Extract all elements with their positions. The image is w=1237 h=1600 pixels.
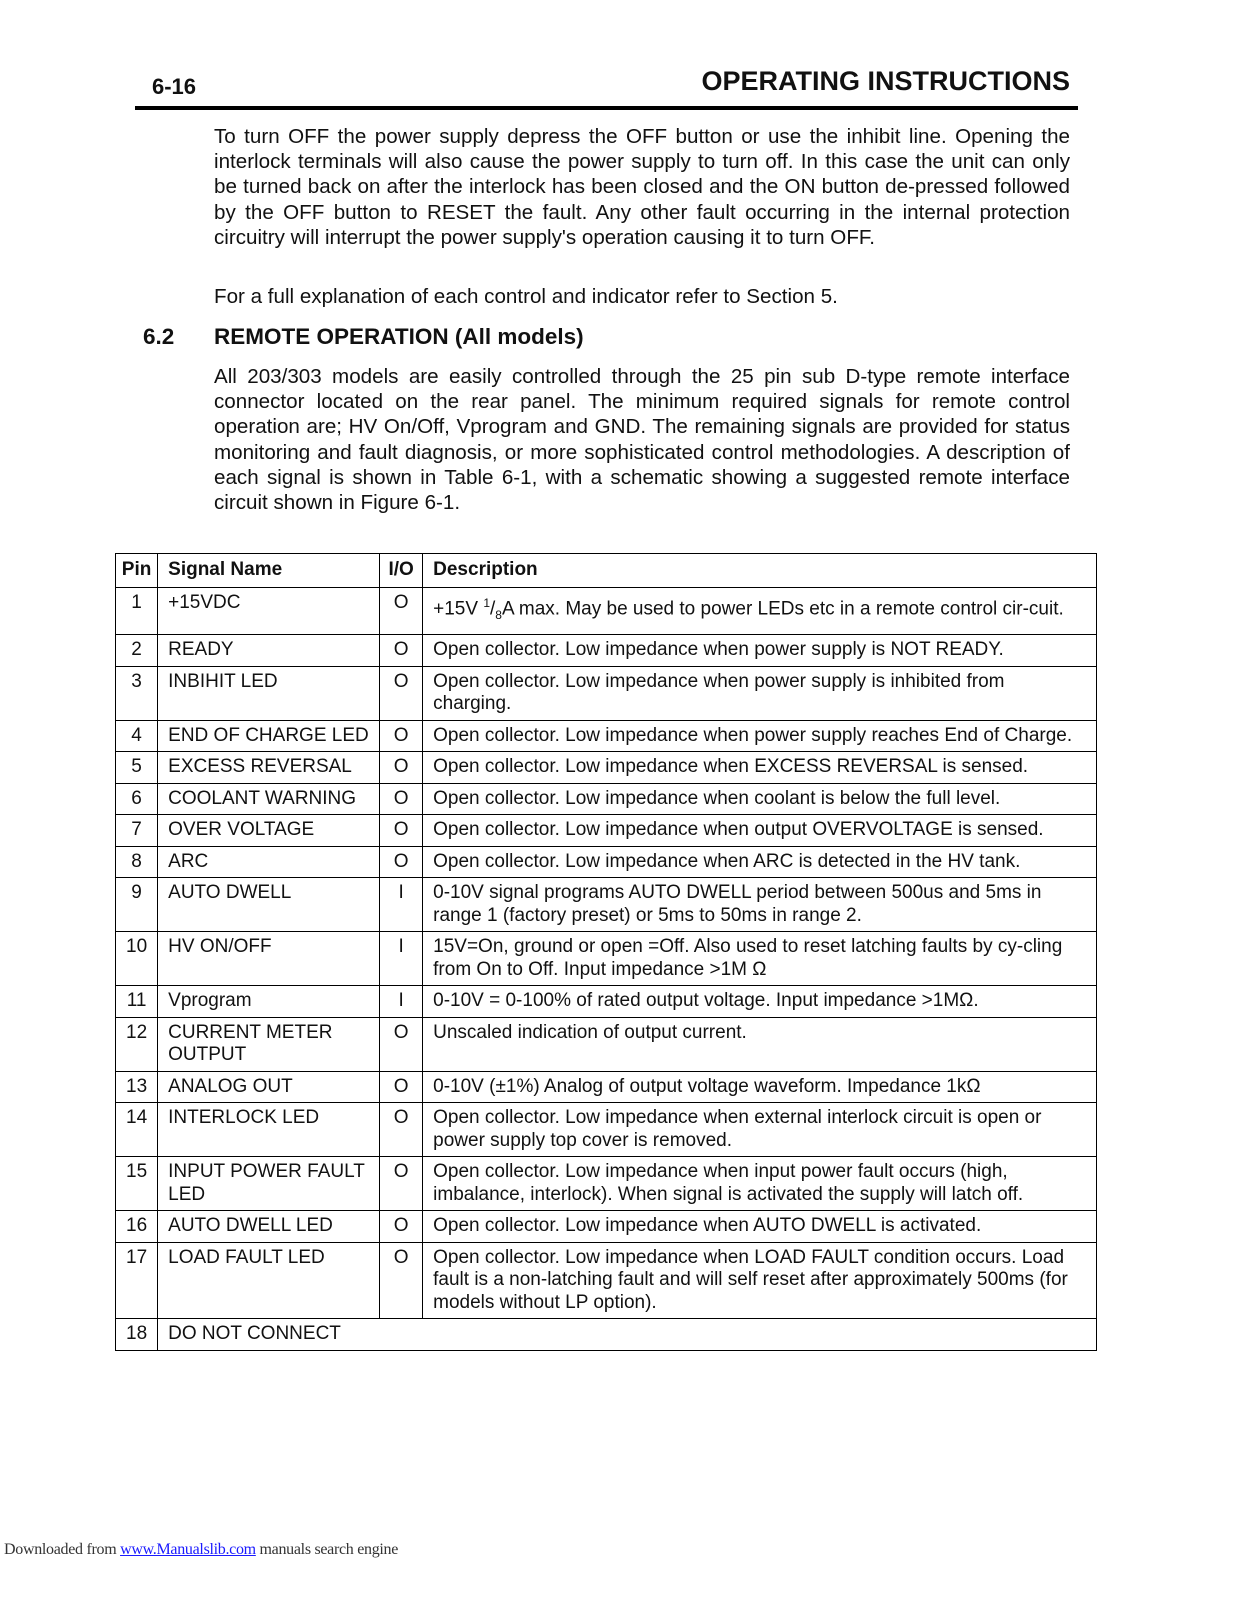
description-cell: Open collector. Low impedance when EXCESS REVERSAL is sensed.: [423, 752, 1097, 784]
pin-cell: 17: [116, 1242, 158, 1319]
signal-name-cell: AUTO DWELL: [158, 878, 380, 932]
table-row: [116, 587, 1097, 635]
description-cell: Open collector. Low impedance when power supply reaches End of Charge.: [423, 720, 1097, 752]
header-io: I/O: [380, 554, 423, 588]
table-row: [116, 1319, 1097, 1351]
io-cell: I: [380, 986, 423, 1018]
signal-name-cell: READY: [158, 635, 380, 667]
table-row: [116, 1017, 1097, 1071]
footer-suffix: manuals search engine: [255, 1541, 399, 1558]
header-signal-name: Signal Name: [158, 554, 380, 588]
description-cell: 15V=On, ground or open =Off. Also used to reset latching faults by cy-cling from On to Off. Input impedance >1M Ω: [423, 932, 1097, 986]
signal-name-cell: HV ON/OFF: [158, 932, 380, 986]
io-cell: O: [380, 846, 423, 878]
remote-operation-paragraph: All 203/303 models are easily controlled through the 25 pin sub D-type remote interface connector located on the rear panel. The minimum required signals for remote control operation are; HV On/Off, Vprogram and GND. The remaining signals are provided for status monitoring and fault diagnosis, or more sophisticated control methodologies. A description of each signal is shown in Table 6-1, with a schematic showing a suggested remote interface circuit shown in Figure 6-1.: [214, 365, 1070, 515]
description-cell: Open collector. Low impedance when ARC is detected in the HV tank.: [423, 846, 1097, 878]
signal-name-cell: END OF CHARGE LED: [158, 720, 380, 752]
io-cell: O: [380, 1017, 423, 1071]
description-cell: Open collector. Low impedance when input power fault occurs (high, imbalance, interlock). When signal is activated the supply will latch off.: [423, 1157, 1097, 1211]
io-cell: O: [380, 1071, 423, 1103]
signal-name-cell: ARC: [158, 846, 380, 878]
table-row: [116, 1103, 1097, 1157]
pin-cell: 3: [116, 666, 158, 720]
table-body: [116, 635, 1097, 1319]
description-cell: Open collector. Low impedance when external interlock circuit is open or power supply top cover is removed.: [423, 1103, 1097, 1157]
table-row: [116, 1071, 1097, 1103]
table-row: [116, 1242, 1097, 1319]
io-cell: O: [380, 815, 423, 847]
description-cell: 0-10V signal programs AUTO DWELL period between 500us and 5ms in range 1 (factory preset) or 5ms to 50ms in range 2.: [423, 878, 1097, 932]
io-cell: O: [380, 587, 423, 635]
table-row: [116, 635, 1097, 667]
pin-cell: 1: [116, 587, 158, 635]
pin-cell: 5: [116, 752, 158, 784]
fraction-numerator: 1: [483, 595, 491, 610]
signal-name-cell: INTERLOCK LED: [158, 1103, 380, 1157]
description-cell: +15V $^1/_8A$ max. May be used to power LEDs etc in a remote control cir-cuit.: [423, 587, 1097, 635]
signal-name-cell: ANALOG OUT: [158, 1071, 380, 1103]
pin-cell: 13: [116, 1071, 158, 1103]
description-cell: Open collector. Low impedance when AUTO DWELL is activated.: [423, 1211, 1097, 1243]
table-row: [116, 1211, 1097, 1243]
page-title: OPERATING INSTRUCTIONS: [701, 66, 1070, 96]
signal-name-cell: +15VDC: [158, 587, 380, 635]
header-pin: Pin: [116, 554, 158, 588]
section-title: REMOTE OPERATION (All models): [214, 324, 584, 349]
table-row: [116, 815, 1097, 847]
pin-cell: 16: [116, 1211, 158, 1243]
pin-cell: 11: [116, 986, 158, 1018]
description-cell: Open collector. Low impedance when coolant is below the full level.: [423, 783, 1097, 815]
table-row: [116, 932, 1097, 986]
io-cell: O: [380, 635, 423, 667]
signal-name-cell: INPUT POWER FAULT LED: [158, 1157, 380, 1211]
pin-cell: 7: [116, 815, 158, 847]
table-row: [116, 783, 1097, 815]
signal-name-cell: OVER VOLTAGE: [158, 815, 380, 847]
pin-cell: 12: [116, 1017, 158, 1071]
page-number: 6-16: [152, 74, 197, 99]
description-cell: Open collector. Low impedance when LOAD FAULT condition occurs. Load fault is a non-latching fault and will self reset after approximately 500ms (for models without LP option).: [423, 1242, 1097, 1319]
description-cell: Open collector. Low impedance when power supply is NOT READY.: [423, 635, 1097, 667]
table-header-row: [116, 554, 1097, 588]
table-row: [116, 752, 1097, 784]
io-cell: O: [380, 1211, 423, 1243]
page-header: [135, 66, 1078, 110]
io-cell: O: [380, 666, 423, 720]
table-row: [116, 1157, 1097, 1211]
footer-prefix: Downloaded from: [4, 1541, 121, 1558]
signal-table: [115, 553, 1097, 1351]
signal-name-cell: EXCESS REVERSAL: [158, 752, 380, 784]
signal-name-cell: DO NOT CONNECT: [158, 1319, 1097, 1351]
pin-cell: 9: [116, 878, 158, 932]
pin-cell: 6: [116, 783, 158, 815]
io-cell: I: [380, 932, 423, 986]
fraction-denominator: 8: [495, 607, 502, 622]
desc-prefix: +15V: [433, 597, 484, 619]
description-cell: Open collector. Low impedance when power supply is inhibited from charging.: [423, 666, 1097, 720]
io-cell: O: [380, 1157, 423, 1211]
description-cell: 0-10V (±1%) Analog of output voltage waveform. Impedance 1kΩ: [423, 1071, 1097, 1103]
manualslib-link[interactable]: www.Manualslib.com: [120, 1541, 256, 1558]
signal-name-cell: INBIHIT LED: [158, 666, 380, 720]
io-cell: O: [380, 783, 423, 815]
io-cell: I: [380, 878, 423, 932]
intro-paragraph: To turn OFF the power supply depress the OFF button or use the inhibit line. Opening the interlock terminals will also cause the power supply to turn off. In this case the unit can only be turned back on after the interlock has been closed and the ON button de-pressed followed by the OFF button to RESET the fault. Any other fault occurring in the internal protection circuitry will interrupt the power supply's operation causing it to turn OFF.: [214, 125, 1070, 249]
signal-name-cell: COOLANT WARNING: [158, 783, 380, 815]
pin-cell: 15: [116, 1157, 158, 1211]
description-cell: 0-10V = 0-100% of rated output voltage. Input impedance >1MΩ.: [423, 986, 1097, 1018]
signal-name-cell: LOAD FAULT LED: [158, 1242, 380, 1319]
signal-name-cell: AUTO DWELL LED: [158, 1211, 380, 1243]
pin-cell: 10: [116, 932, 158, 986]
desc-rest: A max. May be used to power LEDs etc in a remote control cir-cuit.: [501, 597, 1064, 619]
description-cell: Open collector. Low impedance when output OVERVOLTAGE is sensed.: [423, 815, 1097, 847]
pin-cell: 4: [116, 720, 158, 752]
pin-cell: 8: [116, 846, 158, 878]
io-cell: O: [380, 1242, 423, 1319]
pin-cell: 18: [116, 1319, 158, 1351]
io-cell: O: [380, 1103, 423, 1157]
table-row: [116, 878, 1097, 932]
pin-cell: 2: [116, 635, 158, 667]
header-description: Description: [423, 554, 1097, 588]
section-heading: [143, 324, 584, 350]
signal-name-cell: CURRENT METER OUTPUT: [158, 1017, 380, 1071]
footer: [4, 1541, 398, 1559]
io-cell: O: [380, 752, 423, 784]
description-cell: Unscaled indication of output current.: [423, 1017, 1097, 1071]
table-row: [116, 666, 1097, 720]
section-number: 6.2: [143, 324, 175, 349]
reference-paragraph: For a full explanation of each control and indicator refer to Section 5.: [214, 285, 838, 308]
io-cell: O: [380, 720, 423, 752]
pin-cell: 14: [116, 1103, 158, 1157]
table-row: [116, 846, 1097, 878]
table-row: [116, 986, 1097, 1018]
table-row: [116, 720, 1097, 752]
signal-name-cell: Vprogram: [158, 986, 380, 1018]
